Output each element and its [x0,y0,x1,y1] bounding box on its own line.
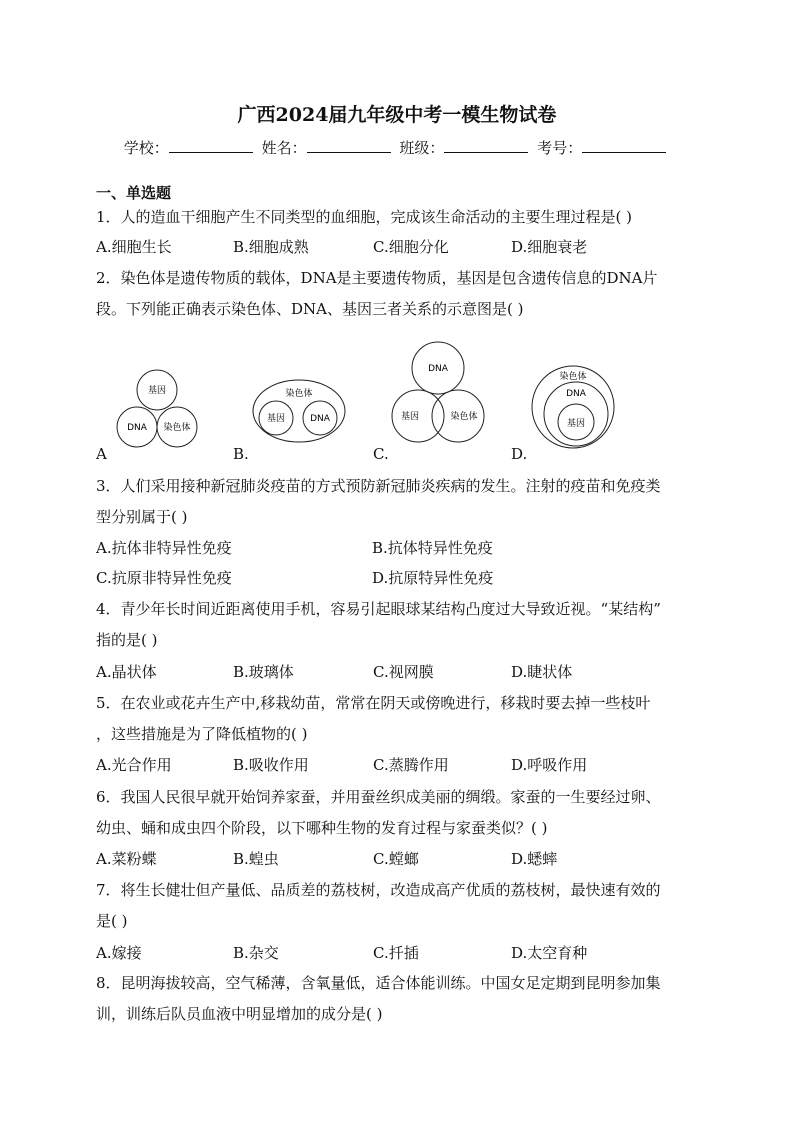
number-label: 考号： [537,139,583,157]
q3-stem-line1: 3．人们采用接种新冠肺炎疫苗的方式预防新冠肺炎疾病的发生。注射的疫苗和免疫类 [96,477,661,495]
diagram-a [112,362,202,452]
q6-stem-line1: 6．我国人民很早就开始饲养家蚕，并用蚕丝织成美丽的绸缎。家蚕的一生要经过卵、 [96,788,661,806]
q3-stem-line2: 型分别属于( ) [96,508,188,526]
q5-option-c[interactable]: C.蒸腾作用 [373,756,449,774]
q6-option-b[interactable]: B.蝗虫 [233,850,279,868]
diagram-c-dna-label: DNA [428,364,448,374]
diagram-d-dna-label: DNA [566,389,586,399]
school-label: 学校： [123,139,169,157]
diagram-c-chromosome-label: 染色体 [450,412,478,422]
q7-stem-line1: 7．将生长健壮但产量低、品质差的荔枝树，改造成高产优质的荔枝树，最快速有效的 [96,881,661,899]
diagram-d [530,364,616,450]
q2-option-b[interactable]: B. [233,445,249,463]
q4-option-a[interactable]: A.晶状体 [96,663,157,681]
student-info-row [0,137,794,158]
q8-stem-line1: 8．昆明海拔较高，空气稀薄，含氧量低，适合体能训练。中国女足定期到昆明参加集 [96,974,661,992]
q4-stem-line1: 4．青少年长时间近距离使用手机，容易引起眼球某结构凸度过大导致近视。“某结构” [96,600,661,618]
exam-title: 广西2024届九年级中考一模生物试卷 [237,104,557,126]
name-blank[interactable] [307,138,391,153]
diagram-b-gene-label: 基因 [266,414,286,424]
q7-option-c[interactable]: C.扦插 [373,944,419,962]
q3-option-a[interactable]: A.抗体非特异性免疫 [96,539,232,557]
q5-option-a[interactable]: A.光合作用 [96,756,172,774]
q1-option-c[interactable]: C.细胞分化 [373,238,449,256]
q3-option-b[interactable]: B.抗体特异性免疫 [372,539,493,557]
diagram-b-chromosome-label: 染色体 [285,389,313,399]
q6-option-d[interactable]: D.蟋蟀 [511,850,558,868]
diagram-a-gene-label: 基因 [147,386,167,396]
name-label: 姓名： [261,139,307,157]
section-heading: 一、单选题 [96,184,172,202]
q4-stem-line2: 指的是( ) [96,631,158,649]
q7-stem-line2: 是( ) [96,912,128,930]
diagram-b-dna-label: DNA [310,414,330,424]
diagram-c-gene-label: 基因 [400,412,420,422]
q1-option-a[interactable]: A.细胞生长 [96,238,172,256]
class-label: 班级： [399,139,445,157]
q5-option-b[interactable]: B.吸收作用 [233,756,309,774]
q1-stem: 1．人的造血干细胞产生不同类型的血细胞，完成该生命活动的主要生理过程是( ) [96,208,633,226]
q3-option-d[interactable]: D.抗原特异性免疫 [372,569,494,587]
q4-option-d[interactable]: D.睫状体 [511,663,573,681]
diagram-d-chromosome-label: 染色体 [559,372,587,382]
q3-option-c[interactable]: C.抗原非特异性免疫 [96,569,232,587]
school-blank[interactable] [169,138,253,153]
q6-option-a[interactable]: A.菜粉蝶 [96,850,157,868]
q7-option-d[interactable]: D.太空育种 [511,944,588,962]
q5-stem-line2: ，这些措施是为了降低植物的( ) [96,725,308,743]
q2-option-c[interactable]: C. [373,445,389,463]
diagram-d-gene-label: 基因 [566,419,586,429]
q7-option-a[interactable]: A.嫁接 [96,944,142,962]
number-blank[interactable] [582,138,666,153]
diagram-c [390,340,486,446]
q7-option-b[interactable]: B.杂交 [233,944,279,962]
q2-option-d[interactable]: D. [511,445,528,463]
q1-option-b[interactable]: B.细胞成熟 [233,238,309,256]
q2-stem-line1: 2．染色体是遗传物质的载体，DNA是主要遗传物质，基因是包含遗传信息的DNA片 [96,269,658,287]
q8-stem-line2: 训，训练后队员血液中明显增加的成分是( ) [96,1005,383,1023]
q6-option-c[interactable]: C.螳螂 [373,850,419,868]
q2-stem-line2: 段。下列能正确表示染色体、DNA、基因三者关系的示意图是( ) [96,300,524,318]
diagram-a-dna-label: DNA [127,423,147,433]
q5-option-d[interactable]: D.呼吸作用 [511,756,588,774]
diagram-a-chromosome-label: 染色体 [163,423,191,433]
class-blank[interactable] [444,138,528,153]
q4-option-b[interactable]: B.玻璃体 [233,663,294,681]
diagram-b [250,378,348,444]
q1-option-d[interactable]: D.细胞衰老 [511,238,588,256]
q4-option-c[interactable]: C.视网膜 [373,663,434,681]
q2-option-a[interactable]: A [96,445,107,463]
q6-stem-line2: 幼虫、蛹和成虫四个阶段，以下哪种生物的发育过程与家蚕类似？( ) [96,819,548,837]
q5-stem-line1: 5．在农业或花卉生产中,移栽幼苗，常常在阴天或傍晚进行，移栽时要去掉一些枝叶 [96,694,651,712]
